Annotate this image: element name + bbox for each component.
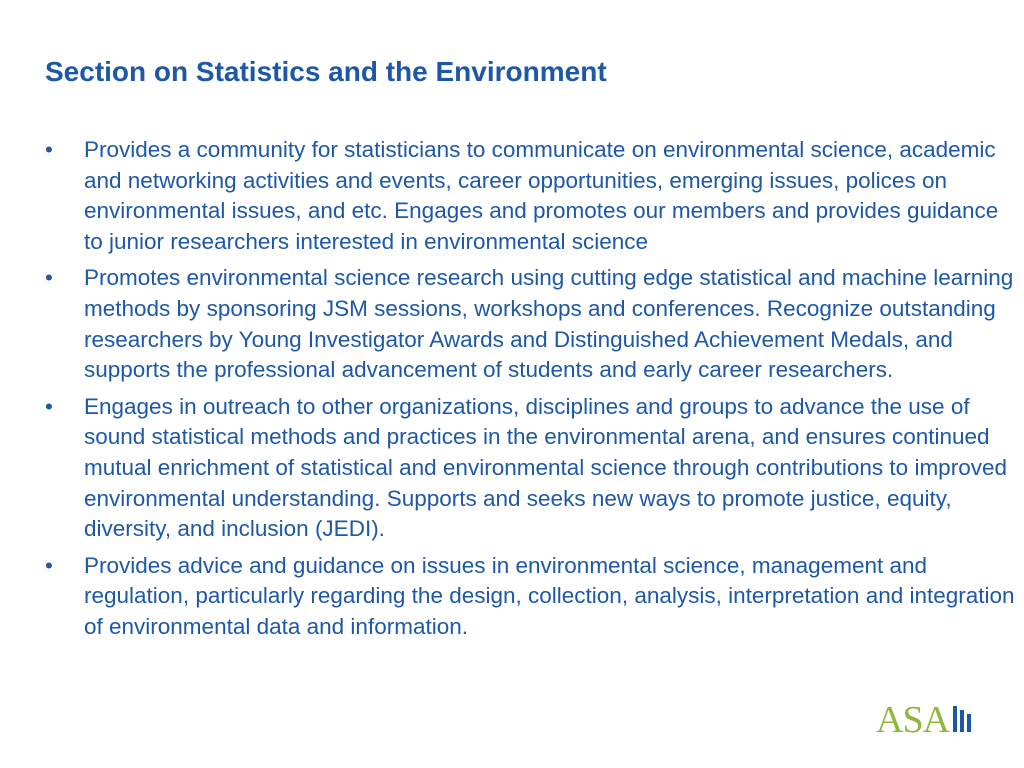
bullet-icon: • [45, 552, 53, 578]
asa-logo-text: ASA [876, 699, 950, 738]
bullet-list [45, 135, 1020, 649]
list-item [45, 551, 1020, 643]
asa-logo [876, 696, 976, 738]
list-item [45, 135, 1020, 257]
asa-logo-bars-icon [953, 706, 971, 732]
slide-title: Section on Statistics and the Environment [45, 56, 607, 87]
list-item [45, 392, 1020, 545]
bullet-text: Provides advice and guidance on issues in environmental science, management and regulation, particularly regarding the design, collection, analysis, interpretation and integration of environmental data and information. [84, 552, 1015, 639]
list-item [45, 263, 1020, 385]
bullet-text: Promotes environmental science research using cutting edge statistical and machine learning methods by sponsoring JSM sessions, workshops and conferences. Recognize outstanding researchers by Young Investigator Awards and Distinguished Achievement Medals, and supports the professional advancement of students and early career researchers. [84, 265, 1014, 383]
bullet-text: Provides a community for statisticians to communicate on environmental science, academic and networking activities and events, career opportunities, emerging issues, polices on environmental issues, and etc. Engages and promotes our members and provides guidance to junior researchers interested in environmental science [84, 137, 999, 254]
bullet-icon: • [45, 265, 53, 291]
bullet-icon: • [45, 137, 53, 162]
bullet-icon: • [45, 393, 53, 419]
bullet-text: Engages in outreach to other organizations, disciplines and groups to advance the use of sound statistical methods and practices in the environmental arena, and ensures continued mutual enrichment of statistical and environmental science through contributions to improved environmental understanding. Supports and seeks new ways to promote justice, equity, diversity, and inclusion (JEDI). [84, 393, 1007, 542]
